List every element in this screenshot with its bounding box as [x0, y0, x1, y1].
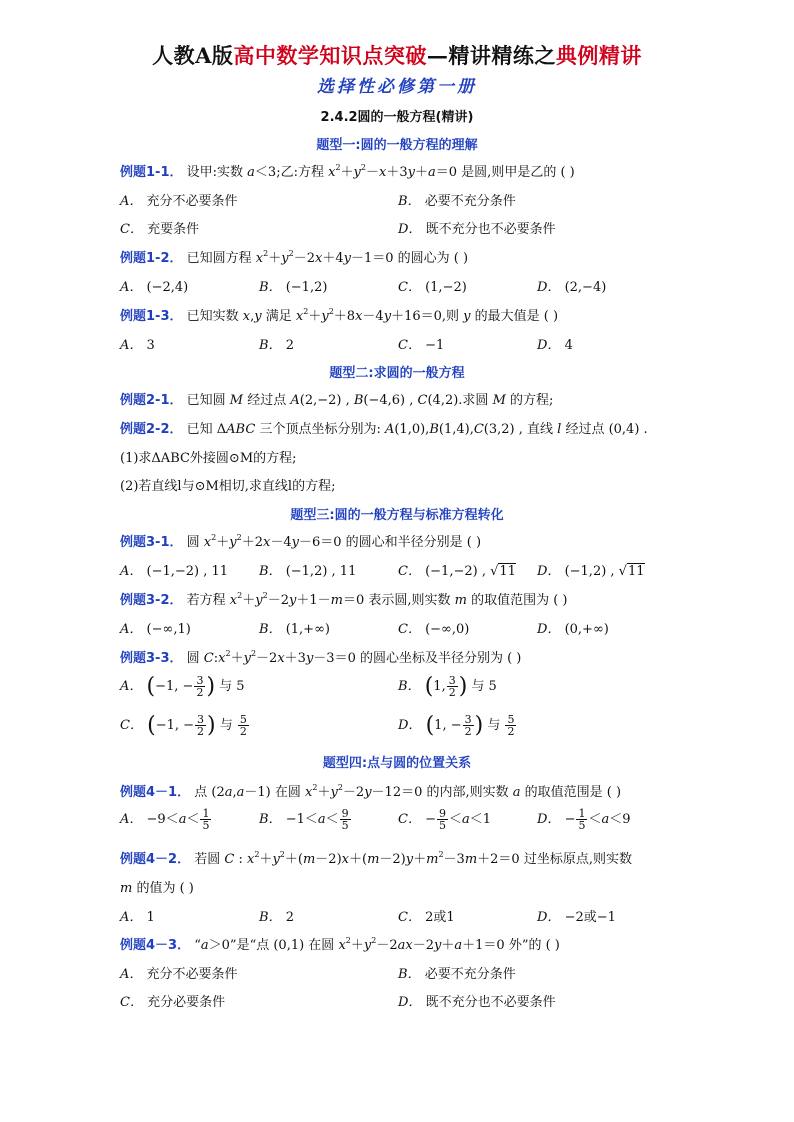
title-part-2: 高中数学知识点突破 — [233, 43, 427, 68]
option-d[interactable]: D． 既不充分也不必要条件 — [398, 222, 556, 237]
question-1-1 — [120, 161, 575, 180]
question-text: 点 (2a,a－1) 在圆 $x^2+y^2-2y-12=0$ 的内部,则实数 a 的取值范围是 ( ) — [194, 783, 622, 800]
question-text: 圆 $x^2+y^2+2x-4y-6=0$ 的圆心和半径分别是 ( ) — [186, 533, 482, 550]
question-label: 例题3-3． — [120, 651, 183, 666]
question-3-3 — [120, 647, 521, 666]
question-text: 已知实数 x,y 满足 $x^2+y^2+8x-4y+16=0$,则 y 的最大值是 ( ) — [186, 307, 559, 324]
question-label: 例题2-2． — [120, 422, 183, 437]
option-b[interactable]: B． (−1,2) , 11 — [259, 564, 357, 579]
option-b[interactable]: B． −1＜a＜ $\frac{9}{5}$ — [259, 807, 349, 832]
option-b[interactable]: B． 2 — [259, 338, 294, 353]
option-a[interactable]: A． −9＜a＜ $\frac{1}{5}$ — [120, 807, 210, 832]
section-heading-4: 题型四:点与圆的位置关系 — [322, 756, 472, 771]
question-4-2 — [120, 848, 632, 867]
option-a[interactable]: A． 1 — [120, 910, 155, 925]
option-d[interactable]: D． − $\frac{1}{5}$ ＜a＜9 — [537, 807, 631, 832]
option-c[interactable]: C． (−∞,0) — [398, 622, 470, 637]
title-part-4: 典例精讲 — [555, 43, 642, 68]
option-c[interactable]: C． −1 — [398, 338, 445, 353]
option-b[interactable]: B． 必要不充分条件 — [398, 194, 516, 209]
question-text: 若圆 C : $x^2+y^2+(m-2)x+(m-2)y+m^2-3m+2=0$ 过坐标原点,则实数 — [194, 850, 632, 867]
question-label: 例题4－3． — [120, 938, 191, 953]
section-heading-1: 题型一:圆的一般方程的理解 — [316, 138, 478, 153]
option-a[interactable]: A． 3 — [120, 338, 155, 353]
option-c[interactable]: C． (1,−2) — [398, 280, 467, 295]
question-label: 例题4－1． — [120, 785, 191, 800]
question-label: 例题1-3． — [120, 309, 183, 324]
section-heading-3: 题型三:圆的一般方程与标准方程转化 — [290, 508, 504, 523]
option-c[interactable]: C． − $\frac{9}{5}$ ＜a＜1 — [398, 807, 492, 832]
option-d[interactable]: D． 4 — [537, 338, 573, 353]
option-b[interactable]: B． (1,+∞) — [259, 622, 330, 637]
document-subtitle: 选择性必修第一册 — [317, 77, 477, 97]
question-2-2-part-1: (1)求ΔABC外接圆⊙M的方程; — [120, 451, 297, 466]
option-d[interactable]: D． (2,−4) — [537, 280, 607, 295]
question-text: “a＞0”是“点 (0,1) 在圆 $x^2+y^2-2ax-2y+a+1=0$ 外”的 ( ) — [194, 936, 560, 953]
question-4-1 — [120, 781, 621, 800]
question-1-2 — [120, 247, 468, 266]
question-label: 例题2-1． — [120, 393, 183, 408]
option-d[interactable]: D． (−1,2) , √11 — [537, 564, 645, 579]
question-2-2-part-2: (2)若直线l与⊙M相切,求直线l的方程; — [120, 479, 336, 494]
question-label: 例题4－2． — [120, 852, 191, 867]
option-c[interactable]: C． 充分必要条件 — [120, 995, 226, 1010]
option-d[interactable]: D． (0,+∞) — [537, 622, 609, 637]
option-b[interactable]: B． 2 — [259, 910, 294, 925]
option-a[interactable]: A． (−∞,1) — [120, 622, 191, 637]
question-text: 若方程 $x^2+y^2-2y+1-m=0$ 表示圆,则实数 m 的取值范围为 ( ) — [186, 591, 568, 608]
question-label: 例题1-2． — [120, 251, 183, 266]
title-part-1: 人教A版 — [152, 43, 234, 68]
question-text: 设甲:实数 a＜3;乙:方程 $x^2+y^2-x+3y+a=0$ 是圆,则甲是乙的 ( ) — [186, 163, 575, 180]
option-a[interactable]: A． 充分不必要条件 — [120, 194, 238, 209]
option-c[interactable]: C． 2或1 — [398, 910, 455, 925]
question-label: 例题3-1． — [120, 535, 183, 550]
section-heading-2: 题型二:求圆的一般方程 — [329, 366, 465, 381]
question-label: 例题1-1． — [120, 165, 183, 180]
question-text: 已知圆方程 $x^2+y^2-2x+4y-1=0$ 的圆心为 ( ) — [186, 249, 469, 266]
question-3-2 — [120, 589, 567, 608]
question-4-3 — [120, 934, 560, 953]
question-label: 例题3-2． — [120, 593, 183, 608]
question-3-1 — [120, 531, 481, 550]
option-d[interactable]: D． −2或−1 — [537, 910, 616, 925]
option-a[interactable]: A． (−2,4) — [120, 280, 189, 295]
option-b[interactable]: B． 必要不充分条件 — [398, 967, 516, 982]
option-d[interactable]: D． 既不充分也不必要条件 — [398, 995, 556, 1010]
option-b[interactable]: B． (−1,2) — [259, 280, 328, 295]
option-b[interactable]: B． (1, $\frac{3}{2}$ ) 与 5 — [398, 674, 497, 699]
question-text: 已知 ΔABC 三个顶点坐标分别为: A(1,0),B(1,4),C(3,2) , 直线 l 经过点 (0,4) . — [186, 422, 648, 437]
option-c[interactable]: C． 充要条件 — [120, 222, 200, 237]
option-a[interactable]: A． 充分不必要条件 — [120, 967, 238, 982]
question-4-2-continued: m 的值为 ( ) — [120, 881, 194, 896]
option-a[interactable]: A． (−1,−2) , 11 — [120, 564, 229, 579]
lesson-title: 2.4.2圆的一般方程(精讲) — [320, 110, 474, 125]
question-2-2 — [120, 418, 648, 437]
document-title — [0, 40, 794, 70]
option-d[interactable]: D． (1, − $\frac{3}{2}$ ) 与 $\frac{5}{2}$ — [398, 713, 515, 738]
question-2-1 — [120, 389, 553, 408]
title-part-3: —精讲精练之 — [426, 43, 556, 68]
option-c[interactable]: C． (−1, − $\frac{3}{2}$ ) 与 $\frac{5}{2}$ — [120, 713, 247, 738]
question-text: 已知圆 M 经过点 A(2,−2) , B(−4,6) , C(4,2).求圆 M 的方程; — [186, 393, 554, 408]
option-a[interactable]: A． (−1, − $\frac{3}{2}$ ) 与 5 — [120, 674, 245, 699]
option-c[interactable]: C． (−1,−2) , √11 — [398, 564, 516, 579]
question-1-3 — [120, 305, 558, 324]
question-text: 圆 $C:x^2+y^2-2x+3y-3=0$ 的圆心坐标及半径分别为 ( ) — [186, 649, 522, 666]
